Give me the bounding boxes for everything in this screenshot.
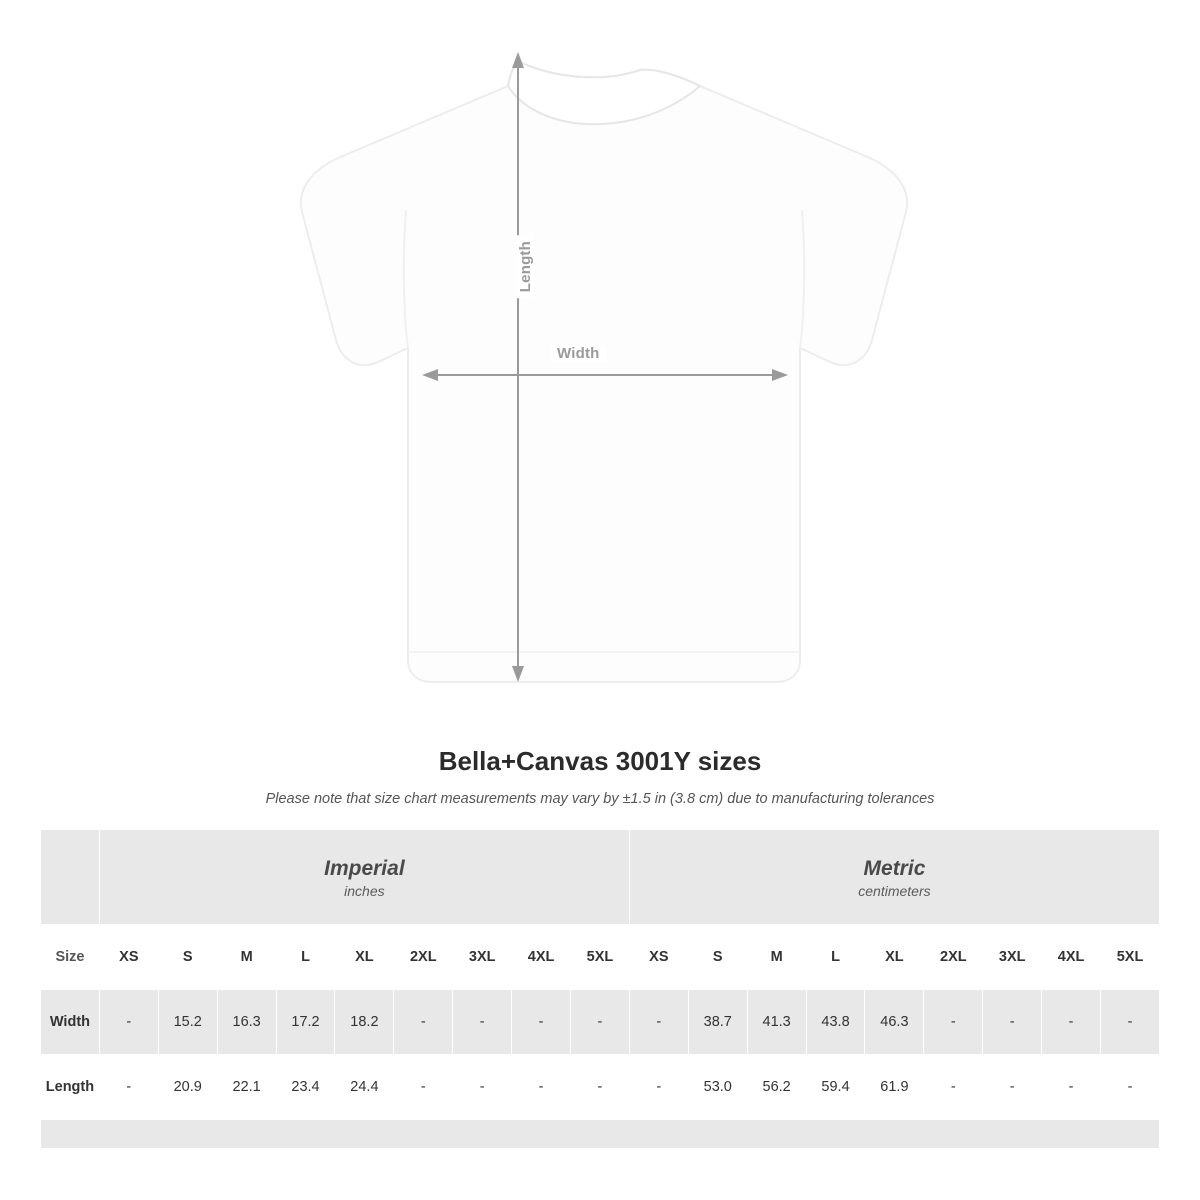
- size-table-wrapper: [40, 829, 1160, 1149]
- cell-length-metric-4xl: -: [1042, 1055, 1101, 1120]
- cell-width-imperial-4xl: -: [512, 990, 571, 1055]
- table-footer-band: [41, 1120, 1160, 1149]
- size-header-metric-l: L: [806, 925, 865, 990]
- cell-width-imperial-3xl: -: [453, 990, 512, 1055]
- row-label-length: Length: [41, 1055, 100, 1120]
- size-header-metric-2xl: 2XL: [924, 925, 983, 990]
- cell-width-metric-xl: 46.3: [865, 990, 924, 1055]
- size-header-metric-3xl: 3XL: [983, 925, 1042, 990]
- tshirt-icon: [0, 40, 1200, 700]
- cell-length-metric-2xl: -: [924, 1055, 983, 1120]
- size-header-metric-4xl: 4XL: [1042, 925, 1101, 990]
- cell-width-metric-4xl: -: [1042, 990, 1101, 1055]
- cell-width-imperial-l: 17.2: [276, 990, 335, 1055]
- size-header-metric-s: S: [688, 925, 747, 990]
- table-row: [41, 1055, 1160, 1120]
- cell-width-metric-m: 41.3: [747, 990, 806, 1055]
- size-header-imperial-s: S: [158, 925, 217, 990]
- unit-name-metric: Metric: [863, 856, 926, 880]
- size-header-imperial-m: M: [217, 925, 276, 990]
- size-header-imperial-xl: XL: [335, 925, 394, 990]
- cell-width-metric-3xl: -: [983, 990, 1042, 1055]
- table-row: [41, 990, 1160, 1055]
- cell-width-imperial-m: 16.3: [217, 990, 276, 1055]
- size-header-imperial-4xl: 4XL: [512, 925, 571, 990]
- cell-length-metric-m: 56.2: [747, 1055, 806, 1120]
- cell-length-metric-xs: -: [629, 1055, 688, 1120]
- cell-length-imperial-4xl: -: [512, 1055, 571, 1120]
- cell-length-imperial-s: 20.9: [158, 1055, 217, 1120]
- cell-width-metric-s: 38.7: [688, 990, 747, 1055]
- cell-length-metric-3xl: -: [983, 1055, 1042, 1120]
- cell-length-imperial-xl: 24.4: [335, 1055, 394, 1120]
- chart-heading: [0, 746, 1200, 807]
- cell-width-imperial-s: 15.2: [158, 990, 217, 1055]
- unit-sub-imperial: inches: [344, 883, 385, 900]
- row-label-width: Width: [41, 990, 100, 1055]
- unit-sub-metric: centimeters: [858, 883, 931, 900]
- cell-length-metric-xl: 61.9: [865, 1055, 924, 1120]
- unit-group-metric: [629, 830, 1159, 925]
- unit-header-row: [41, 830, 1160, 925]
- page-title: Bella+Canvas 3001Y sizes: [438, 746, 762, 776]
- size-header-metric-xs: XS: [629, 925, 688, 990]
- size-header-imperial-2xl: 2XL: [394, 925, 453, 990]
- cell-length-imperial-3xl: -: [453, 1055, 512, 1120]
- size-header-imperial-3xl: 3XL: [453, 925, 512, 990]
- cell-width-metric-5xl: -: [1101, 990, 1160, 1055]
- cell-width-imperial-5xl: -: [571, 990, 630, 1055]
- table-footer-cell: [41, 1120, 1160, 1149]
- size-table: [40, 829, 1160, 1149]
- table-corner-cell: [41, 830, 100, 925]
- size-header-imperial-5xl: 5XL: [571, 925, 630, 990]
- unit-group-imperial: [99, 830, 629, 925]
- size-header-label: Size: [41, 925, 100, 990]
- cell-width-metric-xs: -: [629, 990, 688, 1055]
- cell-length-imperial-2xl: -: [394, 1055, 453, 1120]
- cell-length-imperial-xs: -: [99, 1055, 158, 1120]
- unit-name-imperial: Imperial: [324, 856, 405, 880]
- cell-length-imperial-5xl: -: [571, 1055, 630, 1120]
- cell-length-metric-l: 59.4: [806, 1055, 865, 1120]
- size-header-row: [41, 925, 1160, 990]
- cell-length-metric-s: 53.0: [688, 1055, 747, 1120]
- tolerance-note: Please note that size chart measurements may vary by ±1.5 in (3.8 cm) due to manufacturing tolerances: [265, 791, 935, 807]
- cell-width-metric-2xl: -: [924, 990, 983, 1055]
- size-header-metric-xl: XL: [865, 925, 924, 990]
- cell-length-imperial-l: 23.4: [276, 1055, 335, 1120]
- size-header-metric-5xl: 5XL: [1101, 925, 1160, 990]
- length-dimension-label: Length: [517, 235, 534, 298]
- size-header-imperial-l: L: [276, 925, 335, 990]
- size-header-imperial-xs: XS: [99, 925, 158, 990]
- cell-length-imperial-m: 22.1: [217, 1055, 276, 1120]
- cell-length-metric-5xl: -: [1101, 1055, 1160, 1120]
- cell-width-imperial-2xl: -: [394, 990, 453, 1055]
- width-dimension-label: Width: [551, 345, 606, 362]
- size-header-metric-m: M: [747, 925, 806, 990]
- cell-width-imperial-xl: 18.2: [335, 990, 394, 1055]
- cell-width-metric-l: 43.8: [806, 990, 865, 1055]
- cell-width-imperial-xs: -: [99, 990, 158, 1055]
